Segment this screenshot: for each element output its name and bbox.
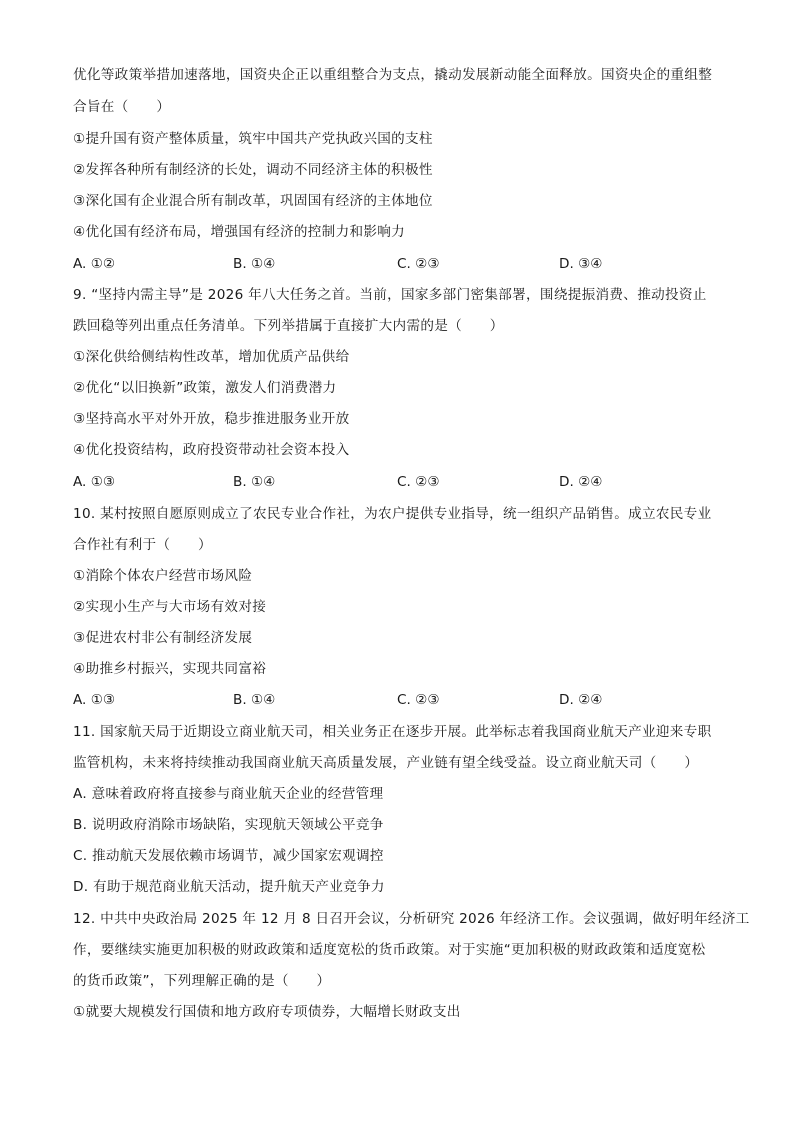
q9-statement-2: ②优化“以旧换新”政策，激发人们消费潜力 xyxy=(73,380,337,396)
q11-stem-line: 11. 国家航天局于近期设立商业航天司，相关业务正在逐步开展。此举标志着我国商业航天产业迎来专职 xyxy=(73,724,712,740)
q9-option-a[interactable]: A. ①③ xyxy=(73,474,116,490)
q9-option-b[interactable]: B. ①④ xyxy=(233,474,276,490)
q9-statement-1: ①深化供给侧结构性改革，增加优质产品供给 xyxy=(73,349,350,365)
q11-choice-a[interactable]: A. 意味着政府将直接参与商业航天企业的经营管理 xyxy=(73,786,384,802)
q9-option-d[interactable]: D. ②④ xyxy=(559,474,603,490)
q8-statement-1: ①提升国有资产整体质量，筑牢中国共产党执政兴国的支柱 xyxy=(73,131,433,147)
q10-statement-2: ②实现小生产与大市场有效对接 xyxy=(73,599,267,615)
q10-option-b[interactable]: B. ①④ xyxy=(233,692,276,708)
q12-statement-1: ①就要大规模发行国债和地方政府专项债券，大幅增长财政支出 xyxy=(73,1004,461,1020)
q10-option-a[interactable]: A. ①③ xyxy=(73,692,116,708)
q8-statement-2: ②发挥各种所有制经济的长处，调动不同经济主体的积极性 xyxy=(73,162,433,178)
q9-stem-line: 9. “坚持内需主导”是 2026 年八大任务之首。当前，国家多部门密集部署，围绕提振消费、推动投资止 xyxy=(73,287,707,303)
q8-options xyxy=(73,255,733,273)
q8-statement-4: ④优化国有经济布局，增强国有经济的控制力和影响力 xyxy=(73,224,406,240)
q9-statement-4: ④优化投资结构，政府投资带动社会资本投入 xyxy=(73,442,350,458)
q8-stem-line: 合旨在（ ） xyxy=(73,99,171,115)
q12-stem-line: 12. 中共中央政治局 2025 年 12 月 8 日召开会议，分析研究 2026 年经济工作。会议强调，做好明年经济工 xyxy=(73,911,750,927)
q10-option-c[interactable]: C. ②③ xyxy=(397,692,440,708)
q11-choice-c[interactable]: C. 推动航天发展依赖市场调节，减少国家宏观调控 xyxy=(73,848,384,864)
q10-stem-line: 合作社有利于（ ） xyxy=(73,537,212,553)
q8-stem-line: 优化等政策举措加速落地，国资央企正以重组整合为支点，撬动发展新动能全面释放。国资央企的重组整 xyxy=(73,67,713,83)
q8-option-a[interactable]: A. ①② xyxy=(73,256,116,272)
q9-options xyxy=(73,473,733,491)
q8-option-b[interactable]: B. ①④ xyxy=(233,256,276,272)
q9-statement-3: ③坚持高水平对外开放，稳步推进服务业开放 xyxy=(73,411,350,427)
q10-stem-line: 10. 某村按照自愿原则成立了农民专业合作社，为农户提供专业指导，统一组织产品销售。成立农民专业 xyxy=(73,506,712,522)
q8-statement-3: ③深化国有企业混合所有制改革，巩固国有经济的主体地位 xyxy=(73,193,433,209)
q9-option-c[interactable]: C. ②③ xyxy=(397,474,440,490)
q10-options xyxy=(73,691,733,709)
q10-statement-4: ④助推乡村振兴，实现共同富裕 xyxy=(73,661,267,677)
q10-statement-1: ①消除个体农户经营市场风险 xyxy=(73,568,253,584)
q11-choice-d[interactable]: D. 有助于规范商业航天活动，提升航天产业竞争力 xyxy=(73,879,385,895)
q11-stem-line: 监管机构，未来将持续推动我国商业航天高质量发展，产业链有望全线受益。设立商业航天司（ ） xyxy=(73,755,699,771)
q8-option-d[interactable]: D. ③④ xyxy=(559,256,603,272)
q12-stem-line: 的货币政策”，下列理解正确的是（ ） xyxy=(73,973,331,989)
q10-statement-3: ③促进农村非公有制经济发展 xyxy=(73,630,253,646)
q12-stem-line: 作，要继续实施更加积极的财政政策和适度宽松的货币政策。对于实施“更加积极的财政政策和适度宽松 xyxy=(73,942,706,958)
q10-option-d[interactable]: D. ②④ xyxy=(559,692,603,708)
q11-choice-b[interactable]: B. 说明政府消除市场缺陷，实现航天领域公平竞争 xyxy=(73,817,384,833)
q8-option-c[interactable]: C. ②③ xyxy=(397,256,440,272)
q9-stem-line: 跌回稳等列出重点任务清单。下列举措属于直接扩大内需的是（ ） xyxy=(73,318,504,334)
